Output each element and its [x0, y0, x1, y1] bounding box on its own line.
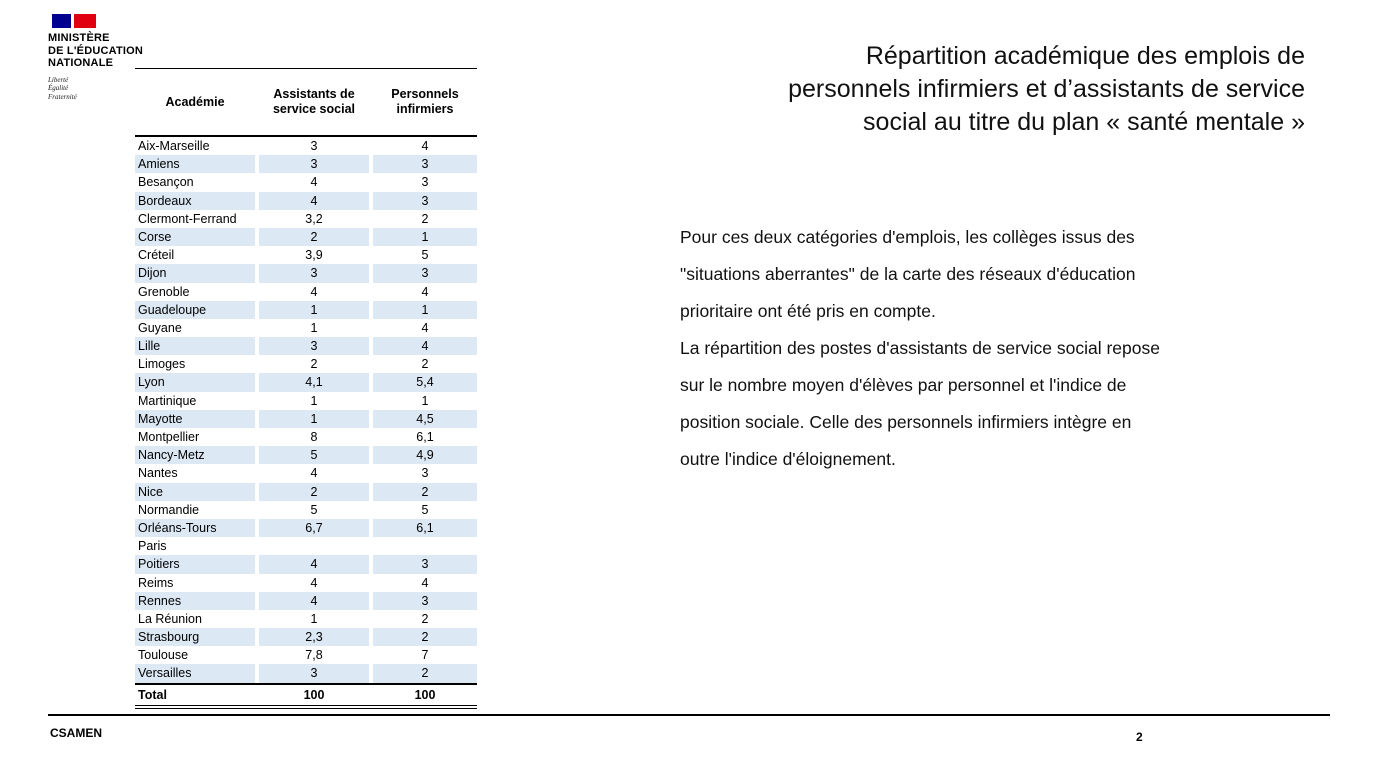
- infirmiers-value-cell: 2: [373, 628, 477, 646]
- infirmiers-value-cell: [373, 537, 477, 555]
- total-label: Total: [138, 687, 167, 702]
- infirmiers-value-cell: 3: [373, 592, 477, 610]
- table-row: [135, 628, 477, 646]
- assistants-value-cell: [259, 537, 369, 555]
- table-row: [135, 137, 477, 155]
- assistants-value-cell: 4: [310, 175, 318, 190]
- table-total-row: [135, 685, 477, 705]
- table-row: [135, 483, 477, 501]
- title-line: Répartition académique des emplois de: [865, 42, 1305, 70]
- academy-name-cell: Nancy-Metz: [135, 446, 255, 464]
- motto-line: Liberté: [48, 75, 69, 84]
- infirmiers-value-cell: 5,4: [373, 373, 477, 391]
- academy-name-cell: Besançon: [138, 175, 194, 190]
- assistants-value-cell: 2: [259, 483, 369, 501]
- academy-name-cell: Guyane: [138, 320, 182, 335]
- table-row: [135, 610, 477, 628]
- assistants-value-cell: 4,1: [259, 373, 369, 391]
- infirmiers-value-cell: 4: [421, 320, 429, 335]
- academy-name-cell: Guadeloupe: [135, 301, 255, 319]
- infirmiers-value-cell: 3: [421, 466, 429, 481]
- title-line: social au titre du plan « santé mentale »: [863, 108, 1305, 136]
- infirmiers-value-cell: 6,1: [373, 519, 477, 537]
- academy-name-cell: Martinique: [138, 393, 197, 408]
- infirmiers-value-cell: 1: [373, 301, 477, 319]
- infirmiers-value-cell: 4: [373, 337, 477, 355]
- infirmiers-value-cell: 1: [421, 393, 429, 408]
- infirmiers-value-cell: 2: [421, 357, 429, 372]
- body-line: sur le nombre moyen d'élèves par personnel et l'indice de: [680, 375, 1127, 395]
- footer-divider: [48, 714, 1330, 716]
- academy-name-cell: Nantes: [138, 466, 178, 481]
- infirmiers-value-cell: 3: [373, 555, 477, 573]
- table-row: [135, 574, 477, 592]
- table-row: [135, 464, 477, 482]
- infirmiers-value-cell: 1: [373, 228, 477, 246]
- assistants-value-cell: 3: [259, 155, 369, 173]
- body-line: prioritaire ont été pris en compte.: [680, 301, 936, 321]
- academy-name-cell: Aix-Marseille: [138, 139, 210, 153]
- table-bottom-border: [135, 705, 477, 709]
- infirmiers-value-cell: 6,1: [416, 430, 434, 444]
- french-flag-icon: [52, 14, 168, 28]
- body-line: La répartition des postes d'assistants de service social repose: [680, 338, 1160, 358]
- body-text: [680, 219, 1280, 478]
- academy-name-cell: Normandie: [138, 502, 200, 517]
- table-row: [135, 228, 477, 246]
- assistants-value-cell: 2: [310, 357, 318, 372]
- academy-name-cell: Bordeaux: [135, 192, 255, 210]
- ministry-line: MINISTÈRE: [48, 32, 110, 44]
- academy-name-cell: Clermont-Ferrand: [138, 211, 237, 226]
- assistants-value-cell: 4: [310, 284, 318, 299]
- body-line: outre l'indice d'éloignement.: [680, 449, 896, 469]
- table-row: [135, 264, 477, 282]
- table-row: [135, 155, 477, 173]
- academy-name-cell: La Réunion: [138, 611, 202, 626]
- assistants-value-cell: 4: [259, 592, 369, 610]
- ministry-line: DE L'ÉDUCATION: [48, 44, 144, 57]
- academy-name-cell: Rennes: [135, 592, 255, 610]
- assistants-value-cell: 7,8: [305, 648, 323, 663]
- assistants-value-cell: 4: [259, 555, 369, 573]
- academy-name-cell: Versailles: [135, 664, 255, 682]
- table-row: [135, 373, 477, 391]
- assistants-value-cell: 1: [259, 410, 369, 428]
- table-row: [135, 355, 477, 373]
- table-row: [135, 592, 477, 610]
- academy-name-cell: Poitiers: [135, 555, 255, 573]
- academy-name-cell: Mayotte: [135, 410, 255, 428]
- table-row: [135, 501, 477, 519]
- column-header-academie: Académie: [165, 94, 225, 109]
- infirmiers-value-cell: 2: [421, 611, 429, 626]
- flag-blue-block: [52, 14, 71, 28]
- academy-name-cell: Créteil: [138, 248, 175, 263]
- column-header-infirmiers: Personnels infirmiers: [391, 87, 459, 116]
- assistants-value-cell: 1: [310, 393, 318, 408]
- infirmiers-value-cell: 2: [373, 483, 477, 501]
- table-row: [135, 301, 477, 319]
- infirmiers-value-cell: 4,5: [373, 410, 477, 428]
- infirmiers-value-cell: 4: [421, 284, 429, 299]
- table-row: [135, 173, 477, 191]
- motto-line: Égalité: [48, 84, 69, 92]
- assistants-value-cell: 3: [310, 139, 318, 153]
- assistants-value-cell: 1: [259, 301, 369, 319]
- table-row: [135, 428, 477, 446]
- assistants-value-cell: 3: [259, 664, 369, 682]
- academy-name-cell: Nice: [135, 483, 255, 501]
- infirmiers-value-cell: 2: [373, 664, 477, 682]
- infirmiers-value-cell: 5: [421, 502, 429, 517]
- infirmiers-value-cell: 2: [421, 211, 429, 226]
- total-infirmiers-value: 100: [414, 687, 436, 702]
- table-row: [135, 446, 477, 464]
- academy-name-cell: Toulouse: [138, 648, 189, 663]
- table-row: [135, 319, 477, 337]
- assistants-value-cell: 5: [310, 502, 318, 517]
- infirmiers-value-cell: 3: [373, 155, 477, 173]
- assistants-value-cell: 6,7: [259, 519, 369, 537]
- academy-name-cell: Reims: [138, 575, 174, 590]
- assistants-value-cell: 3,9: [305, 248, 323, 263]
- table-row: [135, 519, 477, 537]
- academy-name-cell: Montpellier: [138, 430, 200, 444]
- motto-line: Fraternité: [48, 92, 77, 101]
- academy-name-cell: Lille: [135, 337, 255, 355]
- assistants-value-cell: 4: [259, 192, 369, 210]
- total-assistants-value: 100: [303, 687, 325, 702]
- table-row: [135, 337, 477, 355]
- flag-red-block: [74, 14, 96, 28]
- infirmiers-value-cell: 5: [421, 248, 429, 263]
- ministry-line: NATIONALE: [48, 57, 114, 69]
- table-row: [135, 246, 477, 264]
- table-row: [135, 555, 477, 573]
- body-line: position sociale. Celle des personnels infirmiers intègre en: [680, 412, 1132, 432]
- body-line: "situations aberrantes" de la carte des réseaux d'éducation: [680, 264, 1136, 284]
- table-row: [135, 192, 477, 210]
- academy-name-cell: Strasbourg: [135, 628, 255, 646]
- academy-name-cell: Limoges: [138, 357, 186, 372]
- staffing-table: [135, 68, 477, 709]
- table-row: [135, 664, 477, 682]
- table-row: [135, 410, 477, 428]
- assistants-value-cell: 3: [259, 337, 369, 355]
- column-header-assistants: Assistants de service social: [272, 87, 355, 116]
- infirmiers-value-cell: 4: [421, 139, 429, 153]
- body-line: Pour ces deux catégories d'emplois, les collèges issus des: [680, 227, 1135, 247]
- table-row: [135, 646, 477, 664]
- infirmiers-value-cell: 3: [373, 264, 477, 282]
- assistants-value-cell: 4: [310, 575, 318, 590]
- academy-name-cell: Lyon: [135, 373, 255, 391]
- academy-name-cell: Grenoble: [138, 284, 190, 299]
- assistants-value-cell: 4: [310, 466, 318, 481]
- assistants-value-cell: 5: [259, 446, 369, 464]
- title-line: personnels infirmiers et d’assistants de service: [788, 75, 1305, 103]
- table-body: [135, 137, 477, 683]
- assistants-value-cell: 1: [310, 611, 318, 626]
- table-row: [135, 210, 477, 228]
- academy-name-cell: Paris: [138, 539, 167, 554]
- table-row: [135, 537, 477, 555]
- footer-label: CSAMEN: [50, 726, 103, 740]
- infirmiers-value-cell: 3: [421, 175, 429, 190]
- infirmiers-value-cell: 4,9: [373, 446, 477, 464]
- assistants-value-cell: 1: [310, 320, 318, 335]
- infirmiers-value-cell: 7: [421, 648, 429, 663]
- page-number: 2: [1136, 730, 1143, 744]
- assistants-value-cell: 3: [259, 264, 369, 282]
- academy-name-cell: Orléans-Tours: [135, 519, 255, 537]
- infirmiers-value-cell: 3: [373, 192, 477, 210]
- ministry-name: [48, 32, 168, 70]
- slide-title: [625, 40, 1305, 139]
- assistants-value-cell: 3,2: [305, 211, 323, 226]
- assistants-value-cell: 2,3: [259, 628, 369, 646]
- table-header-row: [135, 69, 477, 135]
- assistants-value-cell: 2: [259, 228, 369, 246]
- academy-name-cell: Amiens: [135, 155, 255, 173]
- academy-name-cell: Dijon: [135, 264, 255, 282]
- table-row: [135, 392, 477, 410]
- academy-name-cell: Corse: [135, 228, 255, 246]
- table-row: [135, 283, 477, 301]
- infirmiers-value-cell: 4: [421, 575, 429, 590]
- assistants-value-cell: 8: [310, 430, 318, 444]
